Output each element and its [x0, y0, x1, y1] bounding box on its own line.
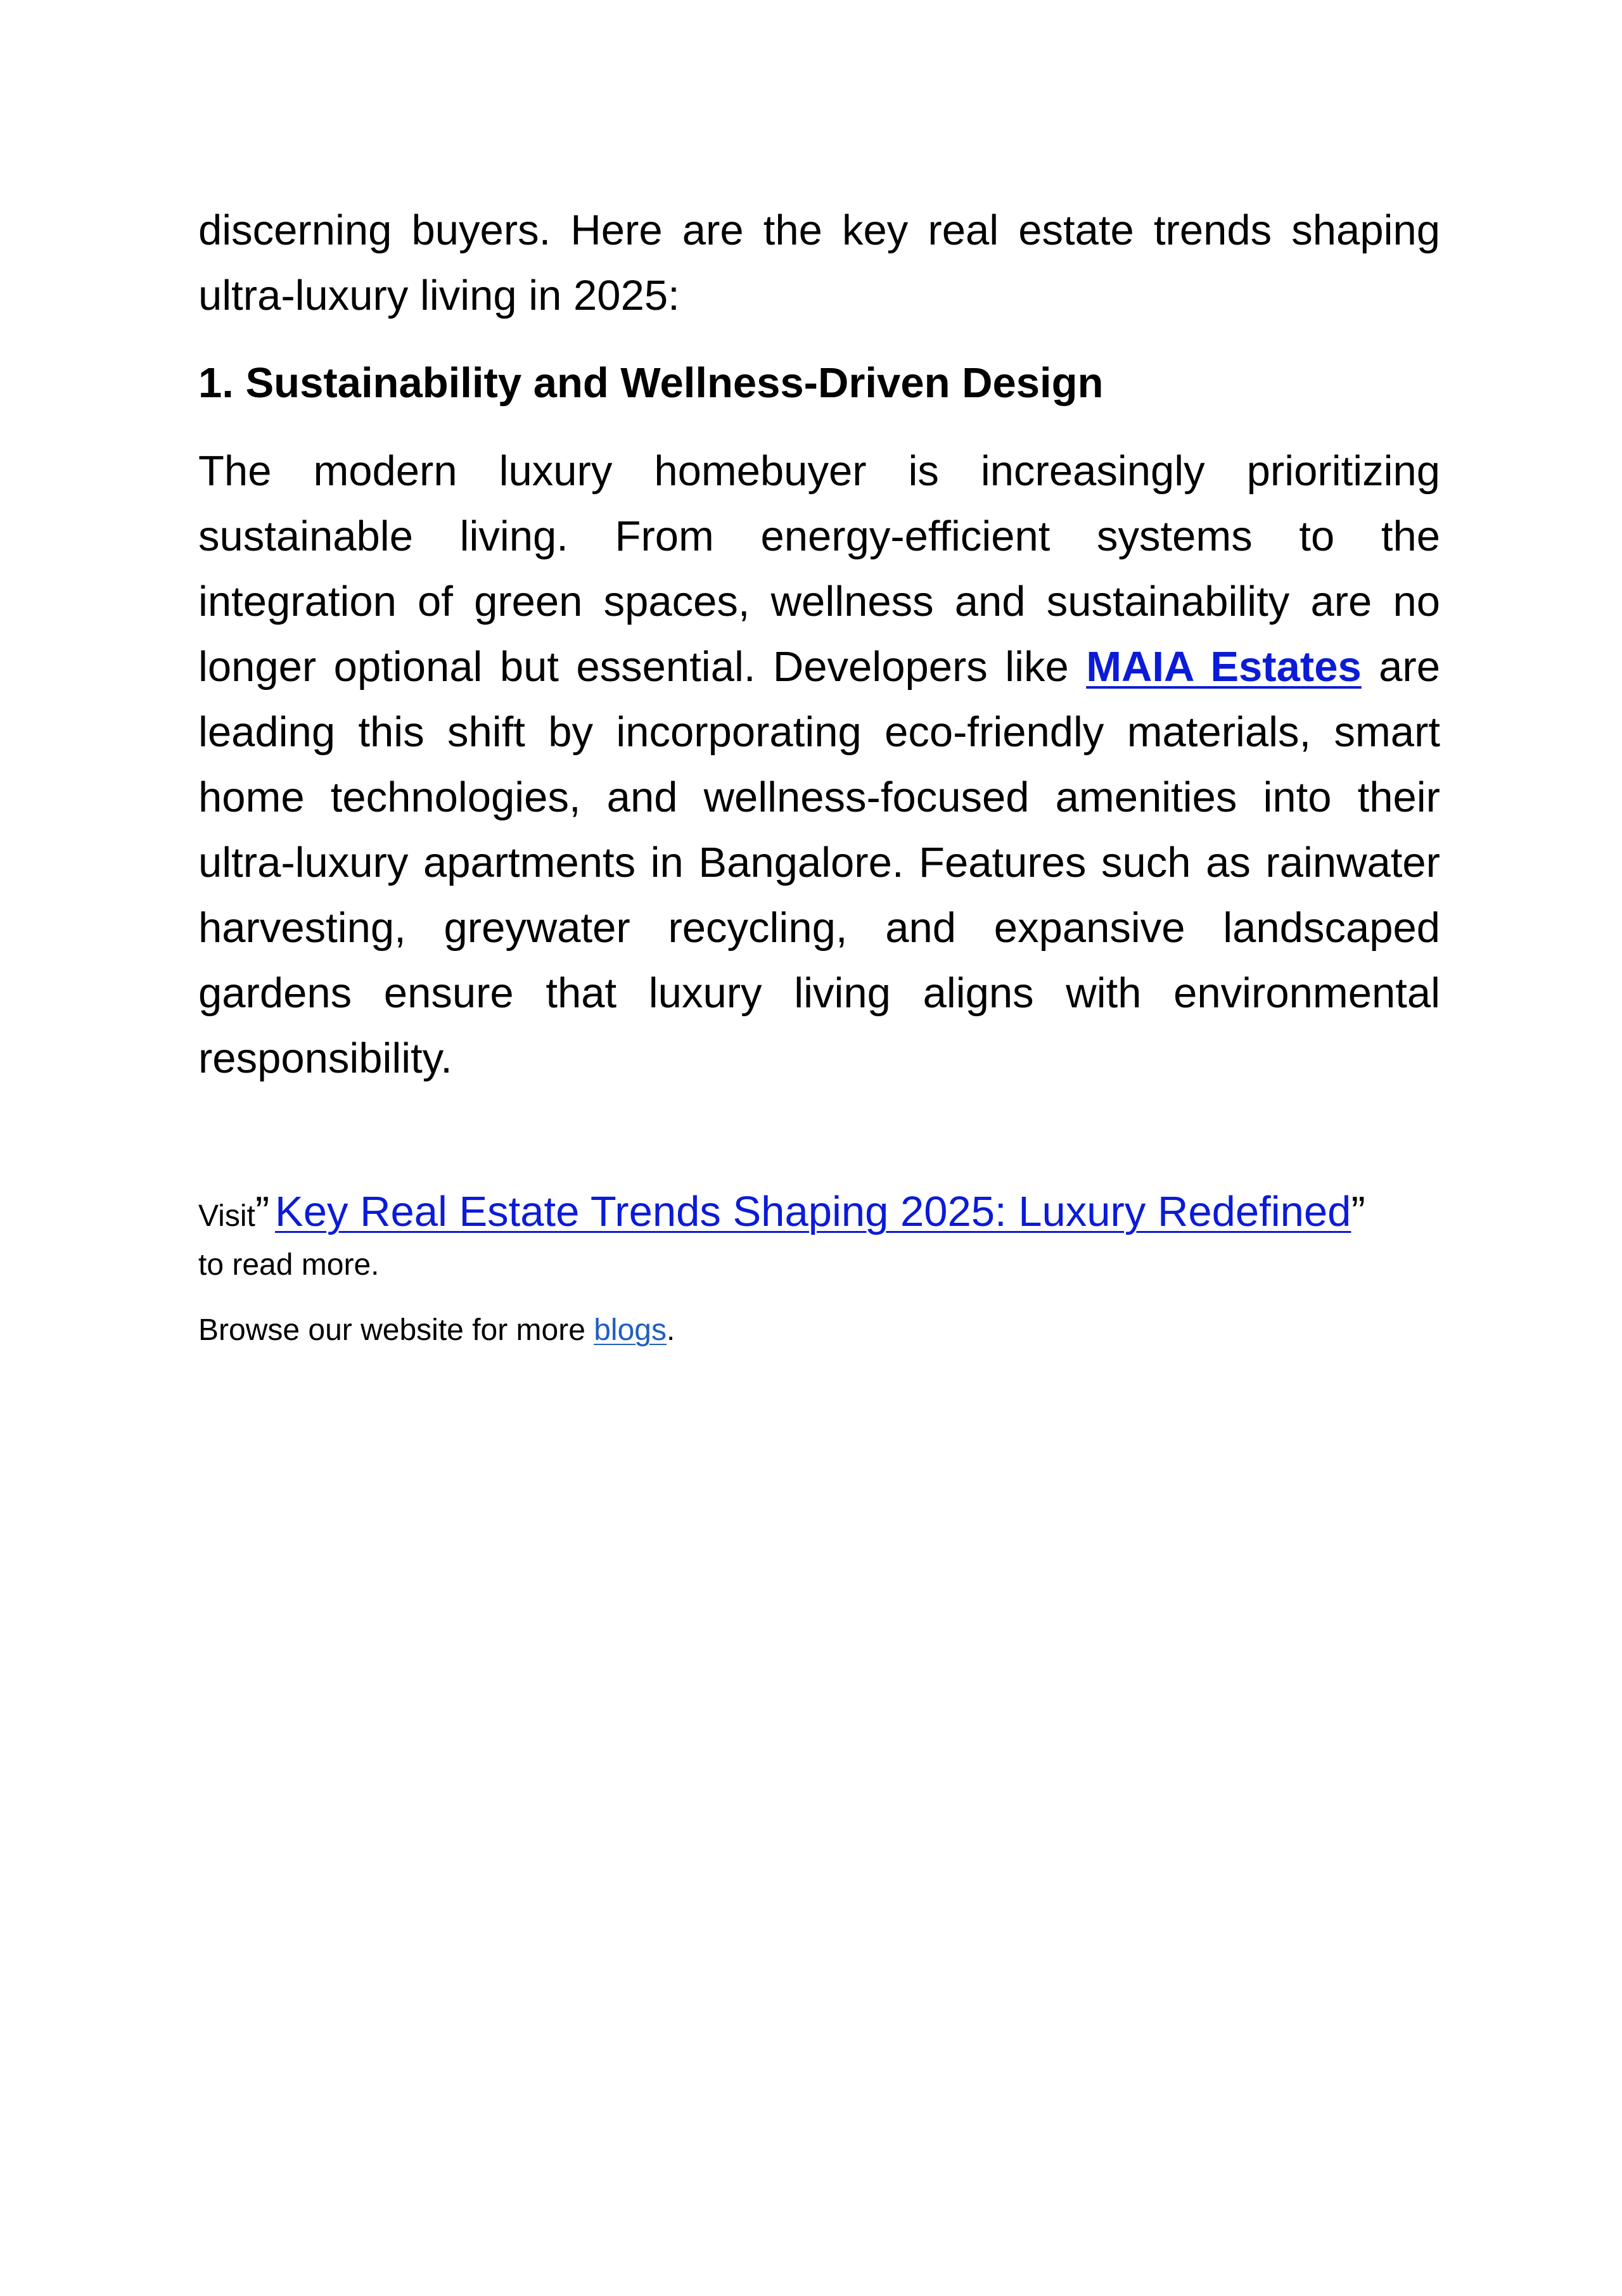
browse-suffix: . — [666, 1313, 675, 1347]
browse-prefix: Browse our website for more — [198, 1313, 594, 1347]
visit-open-quote: ” — [255, 1188, 270, 1235]
blogs-link[interactable]: blogs — [594, 1313, 667, 1347]
body-text-after-link: are leading this shift by incorporating eco-friendly materials, smart home technologies, and wellness-focused amenities into their ultra-luxury apartments in Bangalore. Features such as rainwater harvesting, greywater recycling, and expansive landscaped gardens ensure that luxury living aligns with environmental responsibility. — [198, 643, 1440, 1082]
maia-estates-link[interactable]: MAIA Estates — [1086, 643, 1362, 691]
browse-line — [198, 1308, 675, 1353]
document-page — [198, 0, 1440, 2296]
visit-line — [198, 1177, 1440, 1258]
intro-paragraph: discerning buyers. Here are the key real estate trends shaping ultra-luxury living in 2025: — [198, 207, 1440, 319]
section-body-paragraph — [198, 438, 1440, 1091]
read-more-text: to read more. — [198, 1248, 380, 1282]
visit-close-quote: ” — [1351, 1188, 1365, 1235]
article-link[interactable]: Key Real Estate Trends Shaping 2025: Luxury Redefined — [275, 1188, 1351, 1235]
section-heading: 1. Sustainability and Wellness-Driven Design — [198, 359, 1104, 407]
body-text-before-link: The modern luxury homebuyer is increasingly prioritizing sustainable living. From energy-efficient systems to the integration of green spaces, wellness and sustainability are no longer optional but essential. Developers like — [198, 447, 1440, 691]
visit-prefix: Visit — [198, 1199, 255, 1233]
